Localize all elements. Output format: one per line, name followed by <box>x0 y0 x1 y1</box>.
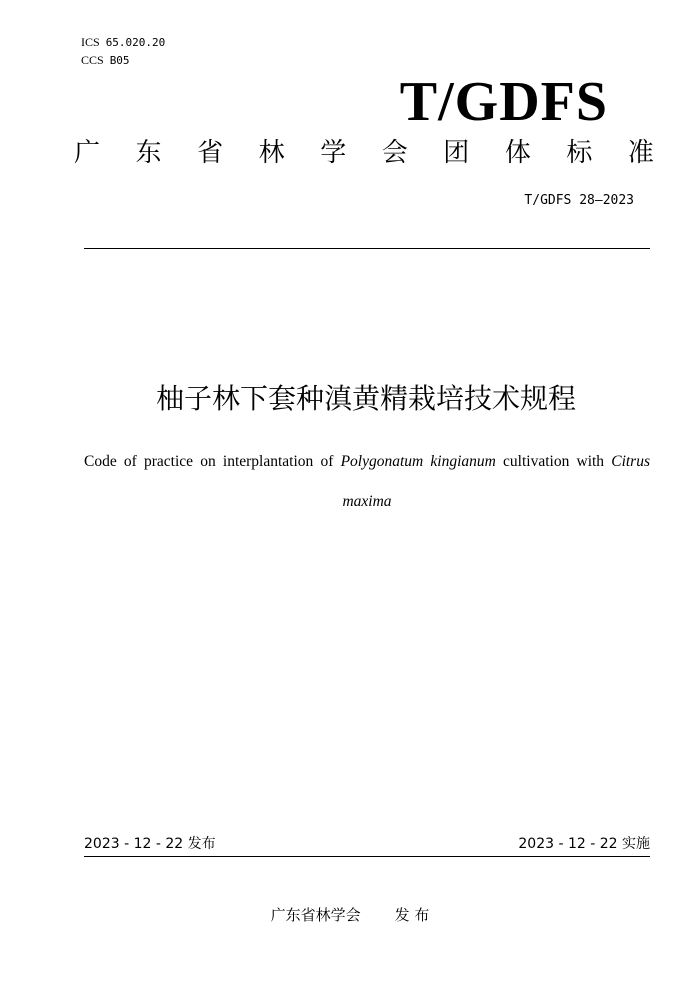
ccs-code <box>81 52 130 69</box>
publish-date: 2023 - 12 - 22 发布 <box>84 836 216 852</box>
org-char: 体 <box>504 138 531 168</box>
ics-value: 65.020.20 <box>105 36 166 49</box>
chinese-title: 柚子林下套种滇黄精栽培技术规程 <box>155 382 576 415</box>
org-char: 省 <box>197 138 224 168</box>
english-title-part1: Code of practice on interplantation of <box>84 453 341 470</box>
issuer-name: 广东省林学会 <box>270 906 361 924</box>
org-char: 林 <box>258 138 285 168</box>
org-char: 学 <box>320 138 347 168</box>
english-title-part2: cultivation with <box>495 453 612 470</box>
document-number: T/GDFS 28—2023 <box>524 193 634 208</box>
org-char: 准 <box>627 138 654 168</box>
issuer-action: 发 布 <box>394 906 430 924</box>
footer-divider <box>84 856 650 857</box>
org-char: 会 <box>381 138 408 168</box>
implement-date: 2023 - 12 - 22 实施 <box>518 836 650 852</box>
org-char: 东 <box>135 138 162 168</box>
ics-code <box>81 34 165 51</box>
english-title <box>84 452 650 472</box>
standard-brand: T/GDFS <box>399 71 608 133</box>
ccs-label: CCS <box>81 53 104 67</box>
issuer-line <box>0 904 700 926</box>
english-title-species: Polygonatum kingianum <box>340 453 496 470</box>
english-title-line2: maxima <box>342 493 392 510</box>
org-char: 团 <box>443 138 470 168</box>
org-char: 广 <box>74 138 101 168</box>
header-divider <box>84 248 650 249</box>
organization-standard-title <box>74 136 654 170</box>
english-title-genus: Citrus <box>611 453 650 470</box>
ics-label: ICS <box>81 35 100 49</box>
org-char: 标 <box>566 138 593 168</box>
ccs-value: B05 <box>109 54 130 67</box>
